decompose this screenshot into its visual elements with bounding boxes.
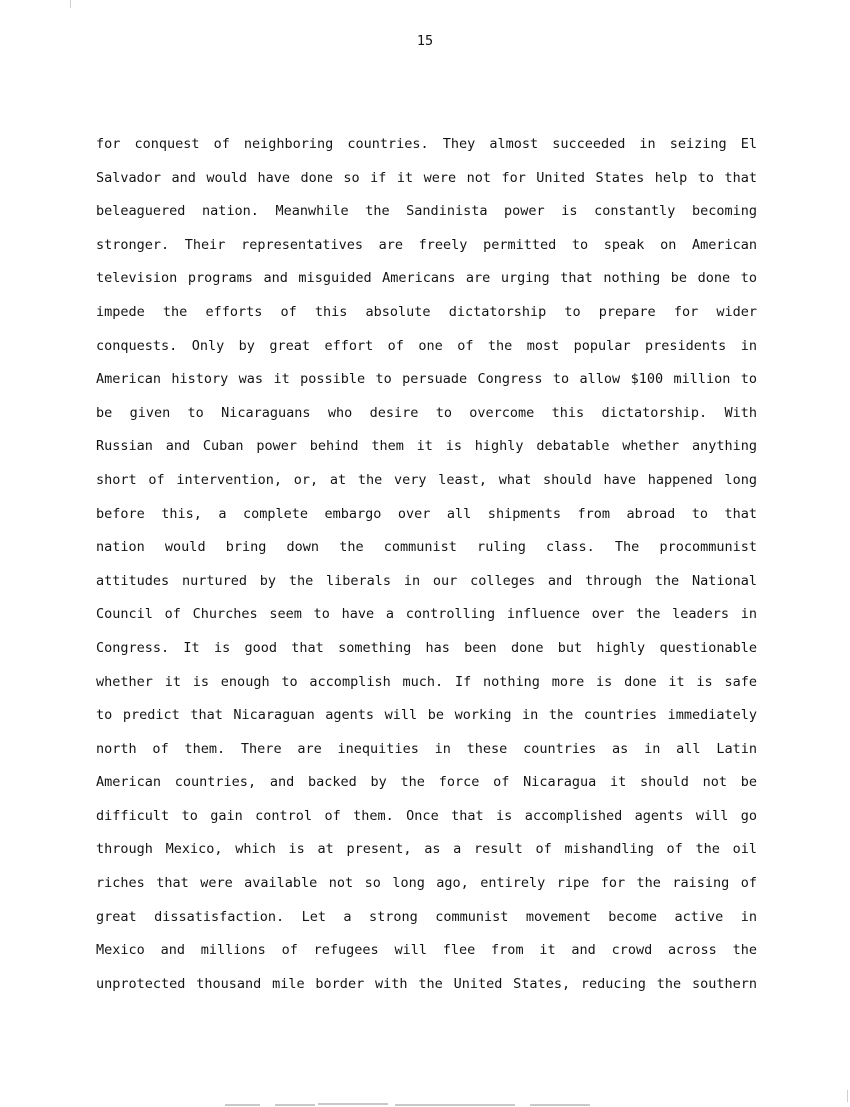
- scan-artifact: [395, 1104, 515, 1106]
- text-line: television programs and misguided Americans are urging that nothing be done to: [96, 270, 757, 287]
- text-line: Russian and Cuban power behind them it is highly debatable whether anything: [96, 438, 757, 455]
- text-line: Salvador and would have done so if it were not for United States help to that: [96, 169, 757, 186]
- text-line: short of intervention, or, at the very least, what should have happened long: [96, 471, 757, 488]
- text-line: riches that were available not so long ago, entirely ripe for the raising of: [96, 875, 757, 892]
- text-line: American history was it possible to persuade Congress to allow $100 million to: [96, 371, 757, 388]
- text-line: conquests. Only by great effort of one of the most popular presidents in: [96, 337, 757, 354]
- text-line: before this, a complete embargo over all shipments from abroad to that: [96, 505, 757, 522]
- text-line: whether it is enough to accomplish much. If nothing more is done it is safe: [96, 673, 757, 690]
- scan-edge-mark: [847, 1090, 848, 1102]
- text-line: great dissatisfaction. Let a strong communist movement become active in: [96, 908, 757, 925]
- scan-artifact: [318, 1103, 388, 1105]
- text-line: nation would bring down the communist ruling class. The procommunist: [96, 539, 757, 556]
- text-line: beleaguered nation. Meanwhile the Sandinista power is constantly becoming: [96, 203, 757, 220]
- text-line: Council of Churches seem to have a controlling influence over the leaders in: [96, 606, 757, 623]
- text-line: Mexico and millions of refugees will flee from it and crowd across the: [96, 942, 757, 959]
- text-line: be given to Nicaraguans who desire to overcome this dictatorship. With: [96, 404, 757, 421]
- text-line: impede the efforts of this absolute dictatorship to prepare for wider: [96, 303, 757, 320]
- text-line: Congress. It is good that something has been done but highly questionable: [96, 639, 757, 656]
- text-line: unprotected thousand mile border with the United States, reducing the southern: [96, 975, 757, 992]
- scan-artifact: [225, 1104, 260, 1106]
- text-line: for conquest of neighboring countries. They almost succeeded in seizing El: [96, 136, 757, 152]
- text-line: American countries, and backed by the force of Nicaragua it should not be: [96, 774, 757, 791]
- page-number: 15: [416, 33, 434, 49]
- scan-artifact: [275, 1104, 315, 1106]
- text-line: difficult to gain control of them. Once that is accomplished agents will go: [96, 807, 757, 824]
- body-text: [96, 133, 757, 1006]
- scan-artifact: [530, 1104, 590, 1106]
- scan-edge-mark: [70, 0, 71, 8]
- text-line: stronger. Their representatives are freely permitted to speak on American: [96, 236, 757, 253]
- text-line: to predict that Nicaraguan agents will be working in the countries immediately: [96, 707, 757, 724]
- text-line: north of them. There are inequities in these countries as in all Latin: [96, 740, 757, 757]
- text-line: attitudes nurtured by the liberals in our colleges and through the National: [96, 572, 757, 589]
- text-line: through Mexico, which is at present, as a result of mishandling of the oil: [96, 841, 757, 858]
